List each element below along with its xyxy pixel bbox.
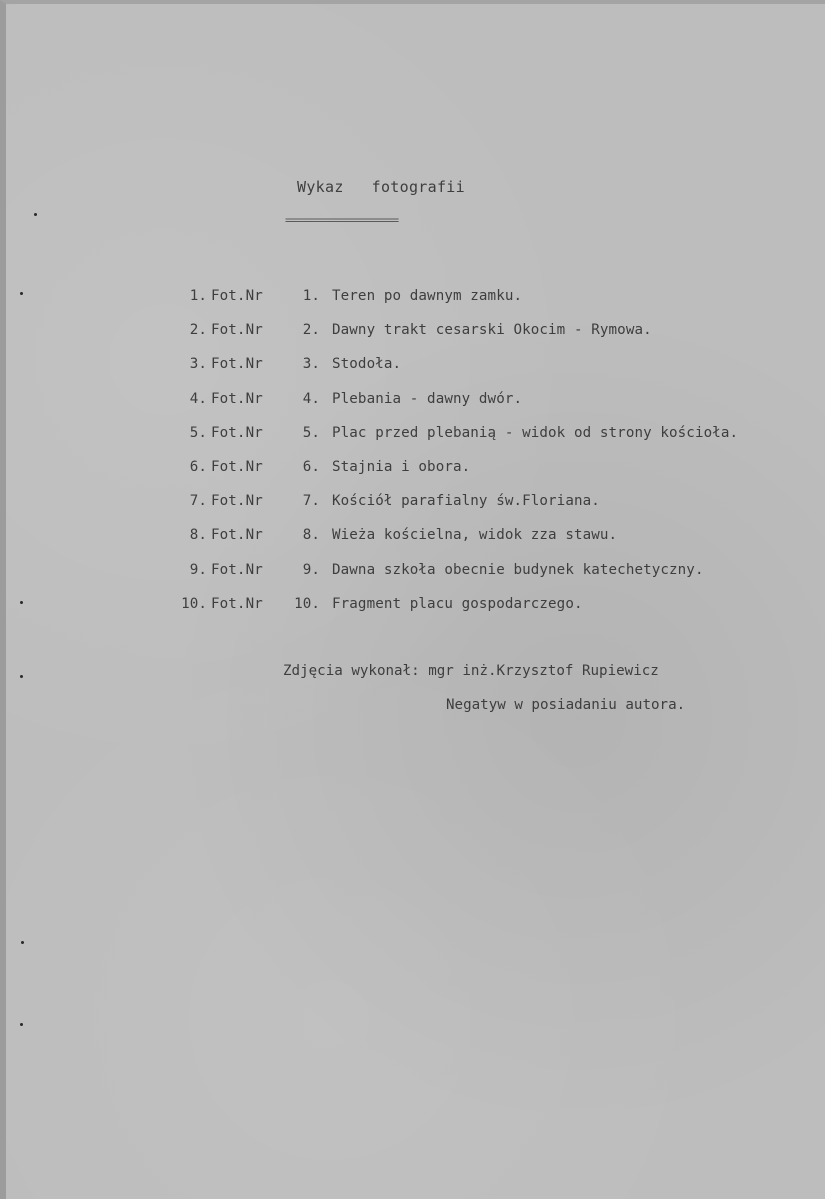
photo-number: 1.	[302, 288, 320, 304]
photo-number: 4.	[302, 390, 320, 407]
list-item	[174, 596, 738, 630]
item-number: 3.	[189, 356, 207, 373]
item-number: 8.	[189, 527, 207, 544]
item-prefix: Fot.Nr	[211, 458, 263, 475]
item-description: Plebania - dawny dwór.	[332, 390, 523, 407]
photo-number: 7.	[302, 493, 320, 510]
item-prefix: Fot.Nr	[211, 424, 263, 441]
item-description: Dawna szkoła obecnie budynek katechetyczny.	[332, 561, 704, 578]
item-number: 9.	[189, 561, 207, 578]
item-prefix: Fot.Nr	[211, 390, 263, 407]
photographer-credit: Zdjęcia wykonał: mgr inż.Krzysztof Rupiewicz	[283, 663, 659, 679]
photo-number: 5.	[302, 424, 320, 441]
item-number: 1.	[189, 288, 207, 304]
list-item	[174, 322, 738, 356]
photo-number: 3.	[302, 356, 320, 373]
item-number: 2.	[189, 322, 207, 339]
paper-speck	[21, 941, 24, 944]
paper-speck	[20, 675, 23, 678]
photo-list	[174, 288, 738, 630]
item-description: Wieża kościelna, widok zza stawu.	[332, 527, 618, 544]
item-description: Fragment placu gospodarczego.	[332, 595, 583, 612]
photo-number: 8.	[302, 527, 320, 544]
paper-speck	[20, 601, 23, 604]
item-prefix: Fot.Nr	[211, 561, 263, 578]
paper-speck	[34, 213, 37, 216]
item-prefix: Fot.Nr	[211, 356, 263, 373]
item-description: Plac przed plebanią - widok od strony kościoła.	[332, 424, 739, 441]
list-item	[174, 288, 738, 322]
paper-speck	[20, 292, 23, 295]
photo-number: 2.	[302, 322, 320, 339]
list-item	[174, 562, 738, 596]
title-underline: ====================	[285, 213, 398, 227]
photo-number: 6.	[302, 458, 320, 475]
list-item	[174, 527, 738, 561]
document-title: Wykaz fotografii	[297, 178, 465, 196]
list-item	[174, 391, 738, 425]
item-number: 6.	[189, 458, 207, 475]
list-item	[174, 493, 738, 527]
item-description: Stajnia i obora.	[332, 458, 471, 475]
photo-number: 9.	[302, 561, 320, 578]
negative-ownership-note: Negatyw w posiadaniu autora.	[446, 697, 686, 713]
item-description: Dawny trakt cesarski Okocim - Rymowa.	[332, 322, 652, 339]
item-description: Stodoła.	[332, 356, 402, 373]
item-description: Kościół parafialny św.Floriana.	[332, 493, 600, 510]
list-item	[174, 425, 738, 459]
photo-number: 10.	[294, 595, 320, 612]
item-prefix: Fot.Nr	[211, 493, 263, 510]
item-number: 4.	[189, 390, 207, 407]
list-item	[174, 356, 738, 390]
item-number: 7.	[189, 493, 207, 510]
item-prefix: Fot.Nr	[211, 322, 263, 339]
list-item	[174, 459, 738, 493]
item-prefix: Fot.Nr	[211, 527, 263, 544]
paper-speck	[20, 1023, 23, 1026]
item-number: 5.	[189, 424, 207, 441]
item-description: Teren po dawnym zamku.	[332, 288, 523, 304]
item-prefix: Fot.Nr	[211, 595, 263, 612]
item-prefix: Fot.Nr	[211, 288, 263, 304]
item-number: 10.	[181, 595, 207, 612]
